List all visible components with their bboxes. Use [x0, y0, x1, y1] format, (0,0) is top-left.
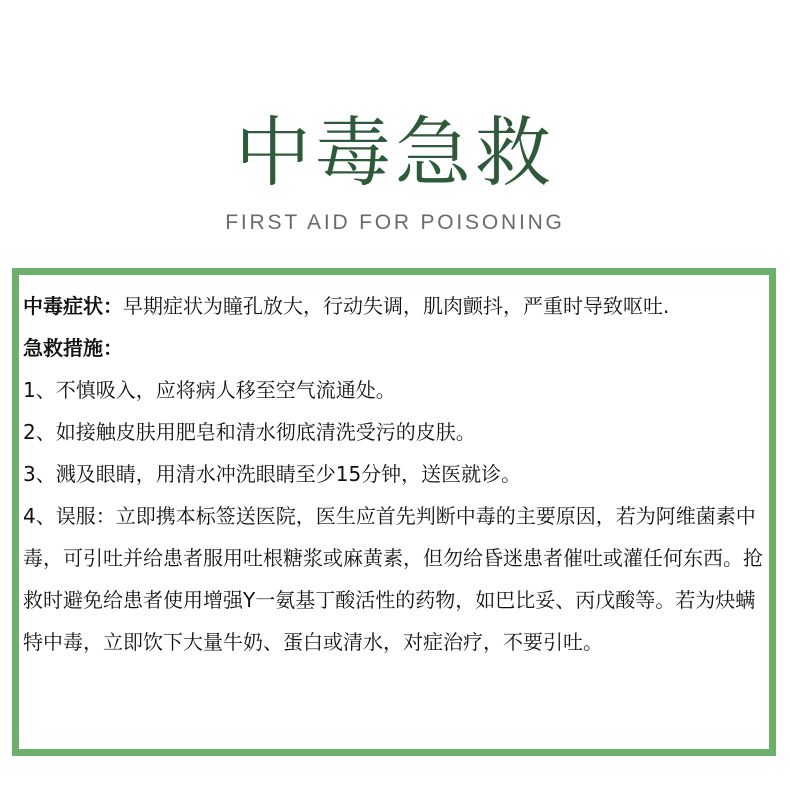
- first-aid-item-3: 3、溅及眼睛，用清水冲洗眼睛至少15分钟，送医就诊。: [23, 462, 522, 486]
- first-aid-content: [23, 285, 768, 663]
- measures-label: 急救措施：: [23, 336, 123, 360]
- first-aid-item-4: 4、误服：立即携本标签送医院，医生应首先判断中毒的主要原因，若为阿维菌素中毒，可引吐并给患者服用吐根糖浆或麻黄素，但勿给昏迷患者催吐或灌任何东西。抢救时避免给患者使用增强Y一氨基丁酸活性的药物，如巴比妥、丙戊酸等。若为炔螨特中毒，立即饮下大量牛奶、蛋白或清水，对症治疗，不要引吐。: [23, 504, 763, 654]
- symptoms-label: 中毒症状：: [23, 294, 123, 318]
- page-subtitle: FIRST AID FOR POISONING: [225, 211, 565, 234]
- symptoms-line: [23, 285, 768, 327]
- page-title: 中毒急救: [235, 108, 555, 197]
- first-aid-item-1: 1、不慎吸入，应将病人移至空气流通处。: [23, 378, 396, 402]
- first-aid-item-2: 2、如接触皮肤用肥皂和清水彻底清洗受污的皮肤。: [23, 420, 476, 444]
- symptoms-text: 早期症状为瞳孔放大，行动失调，肌肉颤抖，严重时导致呕吐.: [123, 294, 670, 318]
- first-aid-card: [12, 268, 776, 756]
